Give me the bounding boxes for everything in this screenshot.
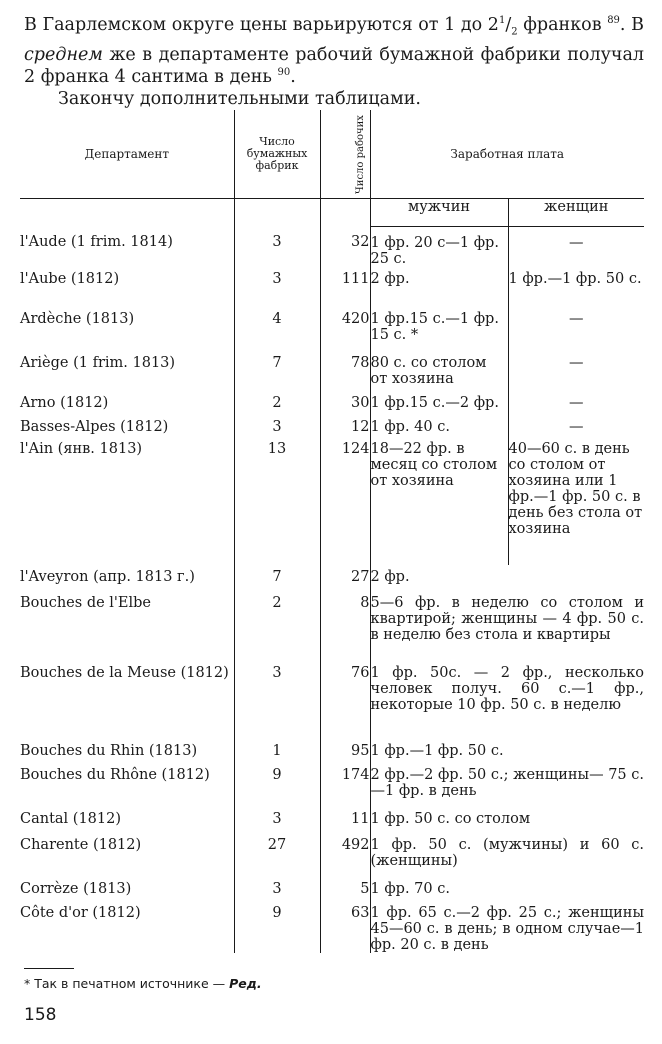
- cell-factories: 3: [234, 267, 320, 307]
- cell-factories: 3: [234, 415, 320, 437]
- cell-department: Ardèche (1813): [20, 310, 135, 327]
- cell-workers: 124: [320, 437, 370, 565]
- cell-wage-combined: 1 фр.—1 фр. 50 с.: [370, 739, 644, 763]
- table-row: [20, 661, 644, 739]
- cell-factories: 2: [234, 391, 320, 415]
- cell-department: Côte d'or (1812): [20, 904, 141, 921]
- cell-wage-men: 1 фр. 20 с—1 фр. 25 с.: [370, 226, 508, 267]
- cell-factories: 2: [234, 591, 320, 661]
- cell-wage-men: 2 фр.: [370, 267, 508, 307]
- cell-workers: 30: [320, 391, 370, 415]
- footnote-editor: Ред.: [229, 976, 262, 991]
- intro-closing-line: Закончу дополнительными таблицами.: [58, 88, 421, 109]
- table-row: [20, 391, 644, 415]
- cell-workers: 174: [320, 763, 370, 807]
- cell-wage-women: —: [508, 391, 644, 415]
- table-row: [20, 739, 644, 763]
- cell-department: l'Aude (1 frim. 1814): [20, 234, 173, 250]
- cell-workers: 78: [320, 351, 370, 391]
- cell-factories: 27: [234, 833, 320, 877]
- cell-wage-women: —: [508, 415, 644, 437]
- cell-workers: 95: [320, 739, 370, 763]
- header-factories: Число бумажных фабрик: [234, 110, 320, 198]
- cell-workers: 492: [320, 833, 370, 877]
- cell-workers: 32: [320, 226, 370, 267]
- cell-wage-combined: 1 фр. 70 с.: [370, 877, 644, 901]
- footnote-rule: [24, 968, 74, 969]
- intro-emphasis: среднем: [24, 44, 103, 65]
- cell-wage-combined: 1 фр. 65 с.—2 фр. 25 с.; женщины 45—60 с. в день; в одном случае—1 фр. 20 с. в день: [370, 901, 644, 953]
- table-row: [20, 437, 644, 565]
- intro-text-3: . В: [619, 15, 644, 35]
- cell-workers: 420: [320, 307, 370, 351]
- footnote: [24, 976, 262, 991]
- intro-paragraph: В Гаарлемском округе цены варьируются от 1 до $2^1/_2$ франков $^{89}$. В среднем же в департаменте рабочий бумажной фабрики получал 2 франка 4 сантима в день $^{90}$. Закончу дополнительными таблицами.: [24, 15, 644, 109]
- fraction-denominator: 2: [511, 26, 518, 38]
- cell-department: Cantal (1812): [20, 810, 122, 827]
- cell-workers: 111: [320, 267, 370, 307]
- cell-workers: 11: [320, 807, 370, 833]
- subhead-spacer: [20, 198, 234, 226]
- intro-text-1: В Гаарлемском округе цены варьируются от 1 до 2: [24, 15, 499, 35]
- cell-wage-men: 80 с. со столом от хозяина: [370, 351, 508, 391]
- cell-department: Bouches de l'Elbe: [20, 594, 151, 611]
- table-row: [20, 877, 644, 901]
- cell-workers: 5: [320, 877, 370, 901]
- cell-factories: 9: [234, 763, 320, 807]
- table-row: [20, 226, 644, 267]
- table-row: [20, 591, 644, 661]
- subhead-spacer: [234, 198, 320, 226]
- table-row: [20, 415, 644, 437]
- cell-department: l'Ain (янв. 1813): [20, 440, 143, 457]
- intro-text-2: франков: [517, 15, 602, 35]
- cell-wage-combined: 5—6 фр. в неделю со столом и квартирой; женщины — 4 фр. 50 с. в неделю без стола и квартиры: [370, 591, 644, 661]
- cell-workers: 8: [320, 591, 370, 661]
- cell-workers: 63: [320, 901, 370, 953]
- cell-wage-men: 1 фр. 40 с.: [370, 415, 508, 437]
- cell-factories: 3: [234, 661, 320, 739]
- cell-department: Bouches de la Meuse (1812): [20, 664, 229, 681]
- header-workers-label: Число рабочих: [354, 114, 366, 194]
- cell-wage-men: 1 фр.15 с.—2 фр.: [370, 391, 508, 415]
- footnote-text: * Так в печатном источнике —: [24, 976, 230, 991]
- cell-factories: 7: [234, 565, 320, 591]
- cell-wage-women: 40—60 с. в день со столом от хозяина или 1 фр.—1 фр. 50 с. в день без стола от хозяина: [508, 437, 644, 565]
- cell-wage-women: —: [508, 307, 644, 351]
- cell-wage-combined: 1 фр. 50 с. со столом: [370, 807, 644, 833]
- cell-factories: 1: [234, 739, 320, 763]
- fraction-numerator: 1: [498, 15, 506, 27]
- footnote-ref-90: 90: [277, 66, 291, 78]
- cell-workers: 12: [320, 415, 370, 437]
- cell-wage-combined: 1 фр. 50с. — 2 фр., несколько человек получ. 60 с.—1 фр., некоторые 10 фр. 50 с. в неделю: [370, 661, 644, 739]
- subhead-women: женщин: [508, 198, 644, 226]
- cell-factories: 3: [234, 877, 320, 901]
- wages-table: [20, 110, 644, 953]
- table-row: [20, 833, 644, 877]
- table-row: [20, 351, 644, 391]
- cell-factories: 4: [234, 307, 320, 351]
- cell-factories: 3: [234, 226, 320, 267]
- table-row: [20, 763, 644, 807]
- header-workers: [320, 110, 370, 198]
- cell-workers: 76: [320, 661, 370, 739]
- cell-department: l'Aveyron (апр. 1813 г.): [20, 568, 195, 585]
- header-wage: Заработная плата: [370, 110, 644, 198]
- cell-department: Arno (1812): [20, 394, 109, 411]
- cell-department: Ariège (1 frim. 1813): [20, 354, 176, 371]
- cell-wage-women: —: [508, 226, 644, 267]
- cell-department: l'Aube (1812): [20, 270, 120, 287]
- subhead-spacer: [320, 198, 370, 226]
- intro-text-5: .: [290, 66, 296, 87]
- cell-department: Bouches du Rhin (1813): [20, 742, 198, 759]
- table-row: [20, 267, 644, 307]
- cell-workers: 27: [320, 565, 370, 591]
- table-row: [20, 901, 644, 953]
- cell-wage-combined: 2 фр.—2 фр. 50 с.; женщины— 75 с.—1 фр. в день: [370, 763, 644, 807]
- cell-wage-men: 18—22 фр. в месяц со столом от хозяина: [370, 437, 508, 565]
- table-row: [20, 565, 644, 591]
- cell-factories: 13: [234, 437, 320, 565]
- cell-factories: 7: [234, 351, 320, 391]
- page-number: 158: [24, 1005, 57, 1025]
- cell-wage-men: 1 фр.15 с.—1 фр. 15 с. *: [370, 307, 508, 351]
- intro-text-4: же в департаменте рабочий бумажной фабрики получал 2 франка 4 сантима в день: [24, 44, 644, 87]
- cell-department: Bouches du Rhône (1812): [20, 766, 210, 783]
- table-row: [20, 307, 644, 351]
- cell-wage-women: 1 фр.—1 фр. 50 с.: [508, 267, 644, 307]
- table-row: [20, 807, 644, 833]
- cell-wage-combined: 1 фр. 50 с. (мужчины) и 60 с. (женщины): [370, 833, 644, 877]
- cell-department: Basses-Alpes (1812): [20, 418, 169, 435]
- cell-department: Charente (1812): [20, 836, 142, 853]
- footnote-ref-89: 89: [607, 15, 620, 27]
- cell-factories: 3: [234, 807, 320, 833]
- cell-department: Corrèze (1813): [20, 880, 132, 897]
- cell-wage-women: —: [508, 351, 644, 391]
- cell-wage-combined: 2 фр.: [370, 565, 644, 591]
- subhead-men: мужчин: [370, 198, 508, 226]
- header-department: Департамент: [20, 110, 234, 198]
- cell-factories: 9: [234, 901, 320, 953]
